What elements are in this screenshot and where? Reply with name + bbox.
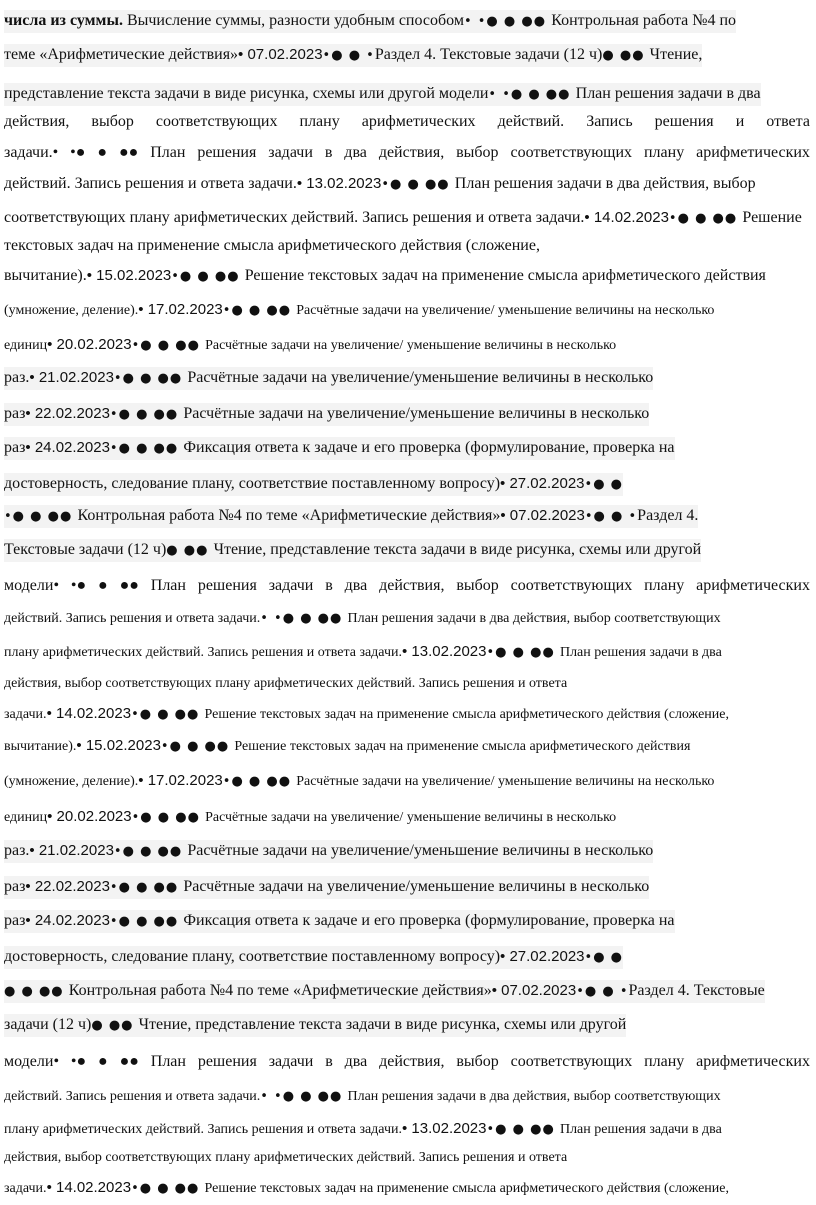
- bullet-marker: •● ●: [584, 477, 624, 492]
- lesson-date: • 14.02.2023: [46, 705, 132, 722]
- lesson-topic: Решение текстовых задач на применение смысла арифметического действия (сложение,: [204, 1181, 729, 1196]
- lesson-topic: действий. Запись решения и ответа задачи.: [4, 1089, 261, 1104]
- lesson-date: • 22.02.2023: [25, 405, 110, 422]
- lesson-date: • 13.02.2023: [402, 1120, 487, 1137]
- bullet-marker: ● ●●: [602, 48, 650, 63]
- lesson-topic: (умножение, деление).: [4, 774, 139, 789]
- text-line: [4, 575, 810, 597]
- lesson-topic: Расчётные задачи на увеличение/уменьшение величины в несколько: [187, 369, 654, 386]
- text-line: [4, 473, 623, 496]
- lesson-topic: достоверность, следование плану, соответствие поставленному вопросу): [4, 948, 501, 965]
- text-line: [4, 770, 714, 793]
- word: и: [735, 113, 745, 130]
- lesson-topic: вычитание).: [4, 739, 77, 754]
- word: задачи: [268, 144, 313, 161]
- bullet-marker: •● ● ●●: [109, 914, 184, 929]
- lesson-topic: Расчётные задачи на увеличение/ уменьшение величины на несколько: [296, 303, 715, 318]
- lesson-topic: Фиксация ответа к задаче и его проверка (формулирование, проверка на: [183, 912, 675, 929]
- word: выбор: [456, 1053, 499, 1070]
- text-line: [4, 173, 756, 196]
- text-line: [4, 539, 701, 562]
- bullet-marker: • •● ● ●●: [463, 14, 552, 29]
- lesson-topic: Чтение, представление текста задачи в виде рисунка, схемы или другой: [138, 1016, 627, 1033]
- word: действий.: [497, 113, 565, 130]
- lesson-date: • 13.02.2023: [402, 643, 487, 660]
- bullet-marker: • •● ● ●●: [260, 1089, 348, 1104]
- word: в: [324, 144, 333, 161]
- text-line: [4, 334, 616, 357]
- word: решения: [197, 577, 257, 594]
- word: арифметических: [361, 113, 476, 130]
- text-line: [4, 1177, 729, 1200]
- bullet-marker: •● ● ●●: [222, 303, 297, 318]
- bullet-marker: •● ● ●●: [109, 880, 184, 895]
- word: ●●: [119, 577, 139, 594]
- bullet-marker: •● ● ●●: [113, 844, 188, 859]
- text-line: [4, 44, 702, 67]
- lesson-topic: задачи.: [4, 707, 47, 722]
- bullet-marker: •● ● ●●: [109, 407, 184, 422]
- lesson-topic: План решения задачи в два: [575, 85, 761, 102]
- lesson-topic: представление текста задачи в виде рисунка, схемы или другой модели: [4, 85, 489, 102]
- bullet-marker: •● ● ●●: [668, 211, 743, 226]
- text-line: [4, 207, 802, 230]
- lesson-topic: раз.: [4, 369, 30, 386]
- word: выбор: [456, 577, 499, 594]
- bullet-marker: •● ● ●●: [222, 774, 297, 789]
- bullet-marker: •● ● •: [322, 48, 375, 63]
- lesson-topic: теме «Арифметические действия»: [4, 46, 239, 63]
- word: •●: [70, 577, 87, 594]
- text-line: [4, 980, 765, 1003]
- lesson-topic: действий. Запись решения и ответа задачи.: [4, 175, 297, 192]
- lesson-date: • 07.02.2023: [491, 982, 577, 999]
- lesson-topic: Чтение,: [649, 46, 703, 63]
- bullet-marker: •● ● ●●: [131, 707, 205, 722]
- text-line: [4, 265, 766, 288]
- lesson-date: • 14.02.2023: [584, 209, 669, 226]
- lesson-topic: Расчётные задачи на увеличение/уменьшение величины в несколько: [183, 405, 650, 422]
- text-line: [4, 1118, 722, 1141]
- lesson-date: • 22.02.2023: [25, 878, 110, 895]
- bullet-marker: ● ● ●●: [4, 984, 69, 999]
- text-line: [4, 703, 729, 726]
- lesson-topic: План решения задачи в два: [559, 1122, 722, 1137]
- lesson-date: • 15.02.2023: [86, 267, 172, 284]
- lesson-topic: Решение текстовых задач на применение смысла арифметического действия (сложение,: [204, 707, 729, 722]
- word: действия,: [4, 113, 70, 130]
- text-line: [4, 235, 540, 257]
- lesson-topic: раз: [4, 912, 26, 929]
- bullet-marker: • •● ● ●●: [260, 611, 348, 626]
- word: решения: [197, 144, 257, 161]
- text-line: [4, 505, 698, 528]
- lesson-topic: Текстовые задачи (12 ч): [4, 541, 167, 558]
- lesson-topic: единиц: [4, 810, 48, 825]
- lesson-topic: Расчётные задачи на увеличение/уменьшение величины в несколько: [183, 878, 650, 895]
- lesson-topic: Раздел 4.: [637, 507, 699, 524]
- word: ●: [97, 144, 108, 161]
- text-line: [4, 946, 623, 969]
- lesson-topic: Решение текстовых задач на применение смысла арифметического действия: [244, 267, 766, 284]
- text-line: [4, 299, 714, 322]
- text-line: [4, 806, 616, 829]
- text-line: [4, 840, 653, 863]
- lesson-topic: плану арифметических действий. Запись решения и ответа задачи.: [4, 645, 402, 660]
- text-line: [4, 142, 810, 164]
- word: плану: [643, 144, 685, 161]
- lesson-topic: Расчётные задачи на увеличение/ уменьшение величины в несколько: [205, 338, 617, 353]
- text-line: [4, 437, 675, 460]
- text-line: [4, 673, 567, 695]
- word: План: [150, 144, 186, 161]
- word: ●●: [119, 1053, 139, 1070]
- lesson-topic: Расчётные задачи на увеличение/ уменьшение величины на несколько: [296, 774, 715, 789]
- lesson-topic: действий. Запись решения и ответа задачи.: [4, 611, 261, 626]
- word: в: [325, 1053, 333, 1070]
- bullet-marker: •● ● ●●: [131, 338, 206, 353]
- text-line: [4, 367, 653, 390]
- word: задачи: [268, 1053, 314, 1070]
- lesson-topic: раз: [4, 878, 26, 895]
- word: модели•: [4, 1053, 60, 1070]
- bullet-marker: •● ● •: [584, 509, 638, 524]
- lesson-topic: План решения задачи в два действия, выбор соответствующих: [347, 611, 721, 626]
- text-line: [4, 1051, 810, 1073]
- lesson-date: • 07.02.2023: [238, 46, 323, 63]
- bullet-marker: ● ●●: [166, 543, 214, 558]
- text-line: [4, 403, 649, 426]
- lesson-date: • 14.02.2023: [46, 1179, 132, 1196]
- word: Запись: [586, 113, 633, 130]
- text-line: [4, 910, 675, 933]
- lesson-date: • 20.02.2023: [47, 808, 132, 825]
- word: задачи: [268, 577, 314, 594]
- lesson-topic: Контрольная работа №4 по теме «Арифметические действия»: [68, 982, 492, 999]
- bullet-marker: ● ●●: [91, 1018, 139, 1033]
- lesson-topic: Раздел 4. Текстовые: [628, 982, 765, 999]
- bullet-marker: •● ● ●●: [381, 177, 455, 192]
- word: два: [344, 577, 368, 594]
- text-line: [4, 1014, 626, 1037]
- bold-fragment: числа из суммы.: [4, 12, 127, 29]
- bullet-marker: •● ● ●●: [160, 739, 235, 754]
- lesson-topic: соответствующих плану арифметических действий. Запись решения и ответа задачи.: [4, 209, 585, 226]
- word: арифметических: [696, 1053, 810, 1070]
- word: соответствующих: [510, 577, 633, 594]
- lesson-topic: единиц: [4, 338, 48, 353]
- lesson-topic: Контрольная работа №4 по: [551, 12, 737, 29]
- lesson-date: • 17.02.2023: [138, 772, 223, 789]
- lesson-topic: задачи (12 ч): [4, 1016, 92, 1033]
- word: плану: [644, 577, 685, 594]
- lesson-topic: действия, выбор соответствующих плану арифметических действий. Запись решения и ответа: [4, 1150, 568, 1165]
- word: задачи.•: [4, 144, 59, 161]
- word: арифметических: [696, 577, 810, 594]
- lesson-topic: План решения задачи в два: [559, 645, 722, 660]
- bullet-marker: •● ● ●●: [109, 441, 184, 456]
- bullet-marker: •● ● ●●: [131, 810, 206, 825]
- lesson-date: • 24.02.2023: [25, 912, 110, 929]
- word: ●: [98, 1053, 108, 1070]
- text-line: [4, 608, 721, 630]
- word: соответствующих: [510, 144, 633, 161]
- text-line: [4, 1147, 567, 1169]
- word: выбор: [456, 144, 499, 161]
- text-line: [4, 1086, 721, 1108]
- text-line: [4, 735, 690, 758]
- word: План: [150, 1053, 186, 1070]
- bullet-marker: •● ● ●●: [486, 645, 560, 660]
- word: соответствующих: [155, 113, 278, 130]
- lesson-topic: задачи.: [4, 1181, 47, 1196]
- word: выбор: [91, 113, 134, 130]
- bullet-marker: •● ● ●●: [113, 371, 188, 386]
- lesson-topic: действия, выбор соответствующих плану арифметических действий. Запись решения и ответа: [4, 676, 568, 691]
- lesson-topic: текстовых задач на применение смысла арифметического действия (сложение,: [4, 237, 540, 254]
- lesson-topic: раз: [4, 405, 26, 422]
- bullet-marker: •● ●: [584, 950, 624, 965]
- lesson-topic: План решения задачи в два действия, выбор: [454, 175, 756, 192]
- lesson-topic: Контрольная работа №4 по теме «Арифметические действия»: [77, 507, 501, 524]
- word: План: [150, 577, 186, 594]
- lesson-date: • 21.02.2023: [29, 369, 114, 386]
- lesson-topic: вычитание).: [4, 267, 87, 284]
- bullet-marker: •● ● ●●: [131, 1181, 205, 1196]
- text-line: [4, 10, 736, 33]
- word: плану: [644, 1053, 685, 1070]
- lesson-date: • 21.02.2023: [29, 842, 114, 859]
- lesson-date: • 24.02.2023: [25, 439, 110, 456]
- bullet-marker: •● ● ●●: [4, 509, 78, 524]
- lesson-topic: Чтение, представление текста задачи в виде рисунка, схемы или другой: [213, 541, 702, 558]
- lesson-topic: Расчётные задачи на увеличение/ уменьшение величины в несколько: [205, 810, 617, 825]
- bullet-marker: •● ● ●●: [171, 269, 245, 284]
- word: •●: [70, 1053, 87, 1070]
- text-line: [4, 641, 722, 664]
- word: •●: [70, 144, 86, 161]
- word: модели•: [4, 577, 60, 594]
- lesson-date: • 17.02.2023: [138, 301, 223, 318]
- text-line: [4, 876, 649, 899]
- lesson-date: • 07.02.2023: [500, 507, 585, 524]
- word: решения: [197, 1053, 257, 1070]
- lesson-topic: Фиксация ответа к задаче и его проверка (формулирование, проверка на: [183, 439, 675, 456]
- lesson-date: • 20.02.2023: [47, 336, 132, 353]
- word: ответа: [766, 113, 810, 130]
- lesson-topic: Расчётные задачи на увеличение/уменьшение величины в несколько: [187, 842, 654, 859]
- lesson-topic: (умножение, деление).: [4, 303, 139, 318]
- lesson-topic: плану арифметических действий. Запись решения и ответа задачи.: [4, 1122, 402, 1137]
- text-line: [4, 111, 810, 133]
- lesson-topic: Решение: [742, 209, 802, 226]
- lesson-date: • 15.02.2023: [76, 737, 161, 754]
- word: арифметических: [696, 144, 810, 161]
- word: действия,: [378, 144, 445, 161]
- text-line: [4, 83, 761, 106]
- bullet-marker: •● ● •: [576, 984, 629, 999]
- lesson-topic: Решение текстовых задач на применение смысла арифметического действия: [234, 739, 691, 754]
- lesson-topic: Раздел 4. Текстовые задачи (12 ч): [374, 46, 603, 63]
- lesson-topic: План решения задачи в два действия, выбор соответствующих: [347, 1089, 721, 1104]
- lesson-date: • 13.02.2023: [296, 175, 382, 192]
- lesson-topic: Вычисление суммы, разности удобным способом: [126, 12, 464, 29]
- word: в: [325, 577, 333, 594]
- word: соответствующих: [510, 1053, 633, 1070]
- word: действия,: [379, 577, 445, 594]
- word: два: [344, 144, 367, 161]
- bullet-marker: • •● ● ●●: [488, 87, 576, 102]
- bullet-marker: •● ● ●●: [486, 1122, 560, 1137]
- lesson-date: • 27.02.2023: [500, 948, 585, 965]
- word: плану: [299, 113, 340, 130]
- word: решения: [654, 113, 714, 130]
- lesson-topic: раз: [4, 439, 26, 456]
- word: ●: [98, 577, 108, 594]
- word: действия,: [379, 1053, 445, 1070]
- lesson-topic: достоверность, следование плану, соответствие поставленному вопросу): [4, 475, 501, 492]
- lesson-date: • 27.02.2023: [500, 475, 585, 492]
- word: два: [344, 1053, 368, 1070]
- lesson-topic: раз.: [4, 842, 30, 859]
- word: ●●: [118, 144, 139, 161]
